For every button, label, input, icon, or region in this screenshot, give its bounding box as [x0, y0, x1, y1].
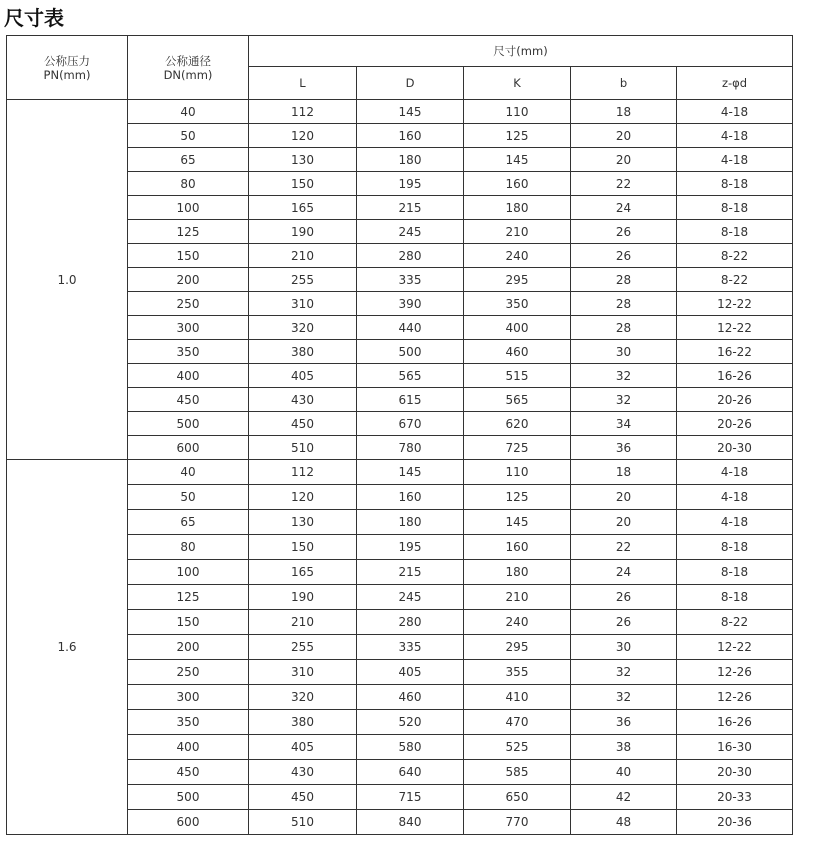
cell-dn: 500: [128, 785, 249, 810]
cell-dn: 150: [128, 244, 249, 268]
header-col-b: b: [571, 67, 677, 100]
cell-b: 26: [571, 610, 677, 635]
cell-d: 520: [357, 710, 464, 735]
cell-b: 36: [571, 710, 677, 735]
cell-b: 20: [571, 148, 677, 172]
cell-b: 32: [571, 685, 677, 710]
cell-l: 380: [249, 710, 357, 735]
cell-d: 180: [357, 148, 464, 172]
cell-k: 160: [464, 535, 571, 560]
cell-k: 125: [464, 485, 571, 510]
cell-d: 440: [357, 316, 464, 340]
cell-k: 180: [464, 560, 571, 585]
cell-k: 725: [464, 436, 571, 460]
page-title: 尺寸表: [4, 6, 64, 30]
cell-b: 20: [571, 124, 677, 148]
cell-dn: 125: [128, 585, 249, 610]
cell-l: 150: [249, 172, 357, 196]
cell-z-phi-d: 8-22: [677, 610, 793, 635]
cell-b: 38: [571, 735, 677, 760]
cell-l: 190: [249, 220, 357, 244]
cell-k: 240: [464, 244, 571, 268]
cell-l: 320: [249, 316, 357, 340]
cell-z-phi-d: 8-18: [677, 560, 793, 585]
table-header: [7, 36, 793, 100]
cell-l: 150: [249, 535, 357, 560]
cell-b: 30: [571, 635, 677, 660]
cell-k: 110: [464, 100, 571, 124]
cell-k: 620: [464, 412, 571, 436]
cell-d: 390: [357, 292, 464, 316]
cell-l: 310: [249, 660, 357, 685]
cell-d: 335: [357, 635, 464, 660]
cell-b: 26: [571, 585, 677, 610]
cell-k: 160: [464, 172, 571, 196]
cell-dn: 65: [128, 510, 249, 535]
cell-l: 320: [249, 685, 357, 710]
cell-k: 210: [464, 585, 571, 610]
cell-z-phi-d: 8-18: [677, 196, 793, 220]
pressure-group: [7, 460, 793, 835]
cell-dn: 200: [128, 635, 249, 660]
cell-b: 30: [571, 340, 677, 364]
cell-d: 180: [357, 510, 464, 535]
cell-d: 215: [357, 560, 464, 585]
cell-dn: 40: [128, 100, 249, 124]
cell-z-phi-d: 12-22: [677, 316, 793, 340]
cell-dn: 300: [128, 316, 249, 340]
cell-l: 210: [249, 610, 357, 635]
cell-z-phi-d: 4-18: [677, 100, 793, 124]
cell-k: 650: [464, 785, 571, 810]
cell-k: 525: [464, 735, 571, 760]
cell-dn: 50: [128, 124, 249, 148]
cell-z-phi-d: 8-18: [677, 585, 793, 610]
cell-b: 48: [571, 810, 677, 835]
table-row: [7, 100, 793, 124]
cell-k: 210: [464, 220, 571, 244]
cell-b: 22: [571, 535, 677, 560]
cell-d: 460: [357, 685, 464, 710]
cell-dn: 600: [128, 436, 249, 460]
cell-l: 450: [249, 785, 357, 810]
cell-b: 32: [571, 660, 677, 685]
cell-k: 400: [464, 316, 571, 340]
cell-d: 280: [357, 610, 464, 635]
cell-b: 18: [571, 100, 677, 124]
cell-z-phi-d: 4-18: [677, 148, 793, 172]
cell-z-phi-d: 8-18: [677, 172, 793, 196]
cell-k: 295: [464, 268, 571, 292]
cell-dn: 65: [128, 148, 249, 172]
cell-z-phi-d: 4-18: [677, 485, 793, 510]
cell-z-phi-d: 4-18: [677, 124, 793, 148]
cell-z-phi-d: 16-22: [677, 340, 793, 364]
cell-l: 120: [249, 124, 357, 148]
pressure-group: [7, 100, 793, 460]
cell-l: 510: [249, 436, 357, 460]
cell-z-phi-d: 20-30: [677, 760, 793, 785]
cell-d: 245: [357, 585, 464, 610]
cell-d: 640: [357, 760, 464, 785]
cell-d: 245: [357, 220, 464, 244]
cell-z-phi-d: 16-30: [677, 735, 793, 760]
cell-k: 770: [464, 810, 571, 835]
cell-l: 310: [249, 292, 357, 316]
cell-dn: 350: [128, 340, 249, 364]
cell-k: 585: [464, 760, 571, 785]
cell-b: 26: [571, 220, 677, 244]
cell-d: 160: [357, 485, 464, 510]
cell-dn: 300: [128, 685, 249, 710]
cell-b: 32: [571, 388, 677, 412]
cell-l: 450: [249, 412, 357, 436]
cell-dn: 40: [128, 460, 249, 485]
cell-z-phi-d: 12-22: [677, 292, 793, 316]
header-row-top: [7, 36, 793, 67]
cell-k: 180: [464, 196, 571, 220]
cell-l: 130: [249, 148, 357, 172]
cell-k: 460: [464, 340, 571, 364]
cell-d: 580: [357, 735, 464, 760]
header-col-l: L: [249, 67, 357, 100]
cell-dn: 600: [128, 810, 249, 835]
cell-b: 36: [571, 436, 677, 460]
cell-dn: 400: [128, 735, 249, 760]
cell-l: 165: [249, 560, 357, 585]
cell-k: 110: [464, 460, 571, 485]
header-diameter: 公称通径 DN(mm): [128, 36, 249, 100]
cell-d: 840: [357, 810, 464, 835]
cell-l: 405: [249, 364, 357, 388]
cell-k: 145: [464, 510, 571, 535]
cell-d: 215: [357, 196, 464, 220]
header-col-d: D: [357, 67, 464, 100]
cell-d: 160: [357, 124, 464, 148]
cell-dn: 400: [128, 364, 249, 388]
cell-b: 32: [571, 364, 677, 388]
pressure-cell: 1.6: [7, 460, 128, 835]
cell-dn: 150: [128, 610, 249, 635]
cell-b: 28: [571, 292, 677, 316]
cell-d: 565: [357, 364, 464, 388]
cell-d: 500: [357, 340, 464, 364]
cell-dn: 500: [128, 412, 249, 436]
cell-d: 715: [357, 785, 464, 810]
table-row: [7, 460, 793, 485]
cell-dn: 50: [128, 485, 249, 510]
cell-dn: 200: [128, 268, 249, 292]
cell-dn: 350: [128, 710, 249, 735]
cell-k: 515: [464, 364, 571, 388]
pressure-cell: 1.0: [7, 100, 128, 460]
header-col-z-phi-d: z-φd: [677, 67, 793, 100]
cell-z-phi-d: 20-30: [677, 436, 793, 460]
cell-dn: 125: [128, 220, 249, 244]
cell-d: 145: [357, 100, 464, 124]
cell-b: 42: [571, 785, 677, 810]
cell-d: 615: [357, 388, 464, 412]
cell-dn: 450: [128, 760, 249, 785]
cell-dn: 100: [128, 560, 249, 585]
cell-z-phi-d: 12-22: [677, 635, 793, 660]
cell-d: 405: [357, 660, 464, 685]
cell-dn: 100: [128, 196, 249, 220]
cell-l: 510: [249, 810, 357, 835]
cell-l: 112: [249, 460, 357, 485]
cell-b: 40: [571, 760, 677, 785]
cell-dn: 250: [128, 660, 249, 685]
cell-l: 255: [249, 268, 357, 292]
header-col-k: K: [464, 67, 571, 100]
cell-d: 335: [357, 268, 464, 292]
cell-l: 430: [249, 760, 357, 785]
cell-l: 430: [249, 388, 357, 412]
cell-b: 34: [571, 412, 677, 436]
cell-z-phi-d: 20-26: [677, 412, 793, 436]
cell-l: 405: [249, 735, 357, 760]
cell-dn: 250: [128, 292, 249, 316]
cell-k: 470: [464, 710, 571, 735]
cell-b: 26: [571, 244, 677, 268]
cell-z-phi-d: 12-26: [677, 660, 793, 685]
cell-z-phi-d: 8-22: [677, 244, 793, 268]
cell-k: 410: [464, 685, 571, 710]
cell-d: 145: [357, 460, 464, 485]
cell-z-phi-d: 16-26: [677, 364, 793, 388]
cell-z-phi-d: 4-18: [677, 460, 793, 485]
cell-z-phi-d: 4-18: [677, 510, 793, 535]
cell-b: 20: [571, 510, 677, 535]
cell-b: 28: [571, 268, 677, 292]
cell-d: 780: [357, 436, 464, 460]
header-pressure: 公称压力 PN(mm): [7, 36, 128, 100]
cell-z-phi-d: 20-33: [677, 785, 793, 810]
cell-b: 24: [571, 560, 677, 585]
cell-dn: 80: [128, 535, 249, 560]
cell-l: 210: [249, 244, 357, 268]
cell-dn: 450: [128, 388, 249, 412]
cell-d: 670: [357, 412, 464, 436]
cell-z-phi-d: 12-26: [677, 685, 793, 710]
cell-k: 350: [464, 292, 571, 316]
cell-d: 280: [357, 244, 464, 268]
cell-z-phi-d: 20-36: [677, 810, 793, 835]
cell-z-phi-d: 8-18: [677, 220, 793, 244]
cell-k: 295: [464, 635, 571, 660]
header-size: 尺寸(mm): [249, 36, 793, 67]
cell-dn: 80: [128, 172, 249, 196]
cell-k: 240: [464, 610, 571, 635]
cell-d: 195: [357, 535, 464, 560]
cell-d: 195: [357, 172, 464, 196]
dimension-table: [6, 35, 793, 835]
cell-z-phi-d: 8-22: [677, 268, 793, 292]
cell-l: 380: [249, 340, 357, 364]
cell-k: 125: [464, 124, 571, 148]
cell-l: 255: [249, 635, 357, 660]
cell-l: 130: [249, 510, 357, 535]
cell-z-phi-d: 16-26: [677, 710, 793, 735]
cell-k: 565: [464, 388, 571, 412]
cell-b: 28: [571, 316, 677, 340]
cell-l: 112: [249, 100, 357, 124]
cell-b: 24: [571, 196, 677, 220]
cell-b: 22: [571, 172, 677, 196]
cell-l: 165: [249, 196, 357, 220]
cell-z-phi-d: 8-18: [677, 535, 793, 560]
cell-k: 145: [464, 148, 571, 172]
cell-b: 18: [571, 460, 677, 485]
cell-z-phi-d: 20-26: [677, 388, 793, 412]
cell-l: 190: [249, 585, 357, 610]
cell-b: 20: [571, 485, 677, 510]
cell-l: 120: [249, 485, 357, 510]
cell-k: 355: [464, 660, 571, 685]
